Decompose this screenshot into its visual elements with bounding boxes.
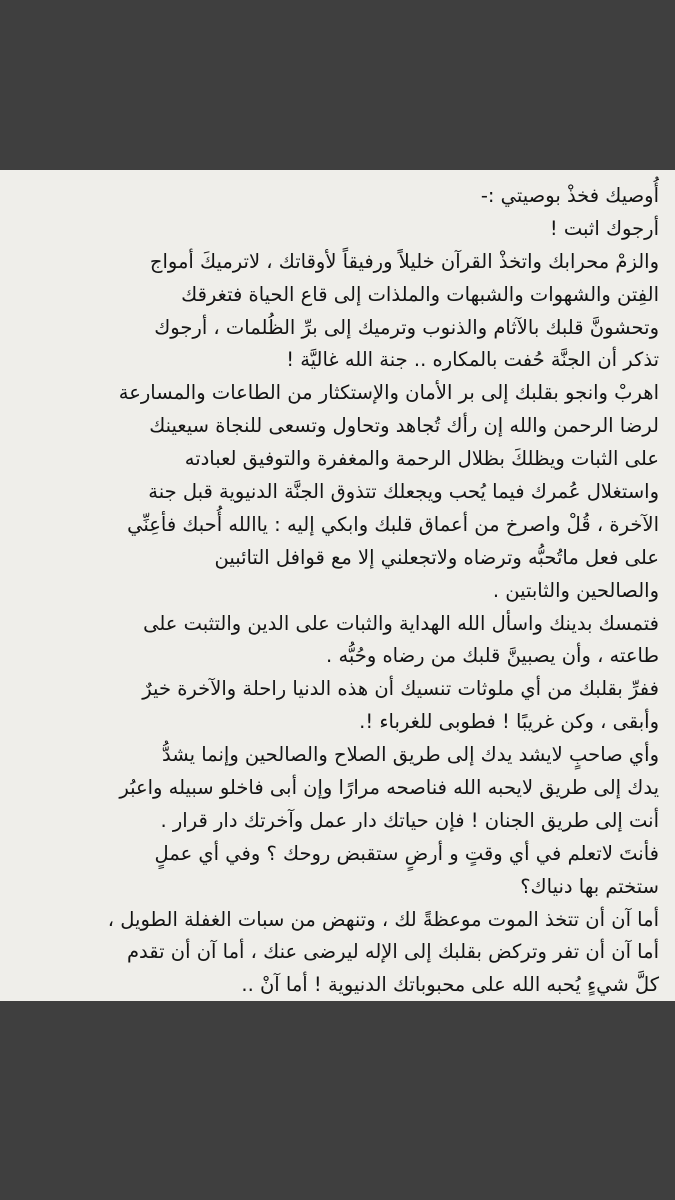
text-line-25: كلَّ شيءٍ يُحبه الله على محبوباتك الدنيوية ! أما آنْ .. [241,973,659,997]
text-line-4: الفِتن والشهوات والشبهات والملذات إلى قاع الحياة فتغرقك [181,282,659,306]
text-line-11: الآخرة ، قُلْ واصرخ من أعماق قلبك وابكي إليه : ياالله أُحبك فأعِنِّي [127,512,659,536]
text-line-9: على الثبات ويظلكَ بظلال الرحمة والمغفرة والتوفيق لعبادته [184,447,659,471]
text-line-6: تذكر أن الجنَّة حُفت بالمكاره .. جنة الله غاليَّة ! [286,348,659,372]
text-line-22: ستختم بها دنياك؟ [520,874,659,898]
top-frame-bar [0,0,675,170]
document-page [0,170,675,1001]
text-line-16: ففرِّ بقلبك من أي ملوثات تنسيك أن هذه الدنيا راحلة والآخرة خيرٌ [142,677,659,701]
text-line-19: يدك إلى طريق لايحبه الله فناصحه مرارًا وإن أبى فاخلو سبيله واعبُر [119,776,659,800]
text-line-24: أما آن أن تفر وتركض بقلبك إلى الإله ليرضى عنك ، أما آن أن تقدم [126,940,659,964]
text-line-23: أما آن أن تتخذ الموت موعظةً لك ، وتنهض من سبات الغفلة الطويل ، [107,907,659,931]
text-line-15: طاعته ، وأن يصبينَّ قلبك من رضاه وحُبُّه . [326,644,659,668]
text-line-20: أنت إلى طريق الجنان ! فإن حياتك دار عمل وآخرتك دار قرار . [160,808,659,832]
text-line-8: لرضا الرحمن والله إن رأك تُجاهد وتحاول وتسعى للنجاة سيعينك [149,414,659,438]
text-line-1: أُوصيك فخذْ بوصيتي :- [480,184,659,207]
text-line-10: واستغلال عُمرك فيما يُحب ويجعلك تتذوق الجنَّة الدنيوية قبل جنة [148,480,659,504]
text-line-3: والزمْ محرابك واتخذْ القرآن خليلاً ورفيقاً لأوقاتك ، لاترميكَ أمواج [149,249,659,273]
text-line-14: فتمسك بدينك واسأل الله الهداية والثبات على الدين والتثبت على [143,611,659,635]
text-line-12: على فعل ماتُحبُّه وترضاه ولاتجعلني إلا مع قوافل التائبين [214,545,659,569]
text-line-2: أرجوك اثبت ! [549,216,659,240]
bottom-frame-bar [0,1001,675,1200]
text-line-7: اهربْ وانجو بقلبك إلى بر الأمان والإستكثار من الطاعات والمسارعة [118,381,659,405]
text-line-5: وتحشونَّ قلبك بالآثام والذنوب وترميك إلى برِّ الظُلمات ، أرجوك [154,315,659,339]
text-line-17: وأبقى ، وكن غريبًا ! فطوبى للغرباء !. [359,710,659,734]
text-line-13: والصالحين والثابتين . [492,578,659,602]
text-line-18: وأي صاحبٍ لايشد يدك إلى طريق الصلاح والصالحين وإنما يشدُّ [162,743,659,767]
document-text [11,180,659,1001]
text-line-21: فأنتَ لاتعلم في أي وقتٍ و أرضٍ ستقبض روحك ؟ وفي أي عملٍ [154,841,659,865]
